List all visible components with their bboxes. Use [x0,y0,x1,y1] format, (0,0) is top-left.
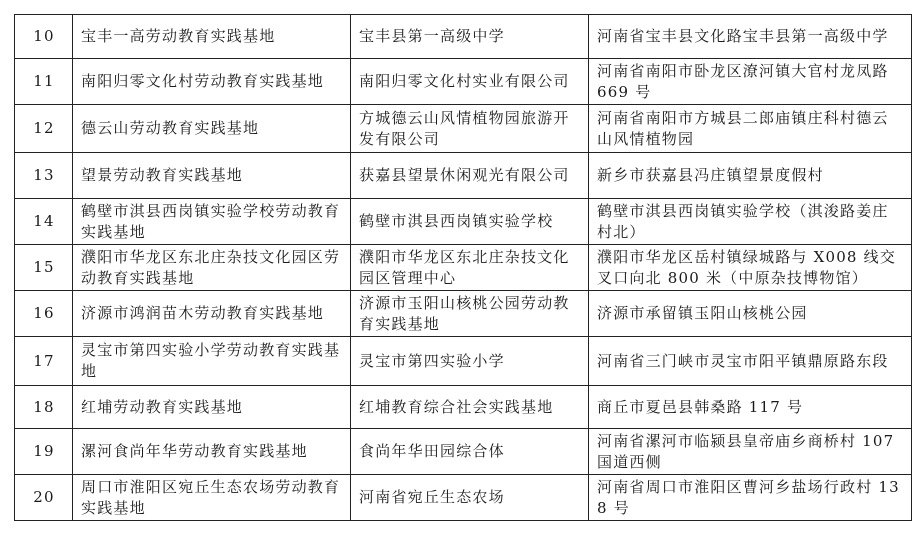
address: 河南省宝丰县文化路宝丰县第一高级中学 [589,15,912,59]
base-name: 望景劳动教育实践基地 [73,153,351,199]
host-organization: 鹤壁市淇县西岗镇实验学校 [351,199,589,245]
table-row [15,245,912,291]
host-organization: 宝丰县第一高级中学 [351,15,589,59]
row-number: 19 [15,429,73,475]
table-row [15,105,912,153]
row-number: 20 [15,475,73,521]
address: 新乡市获嘉县冯庄镇望景度假村 [589,153,912,199]
row-number: 14 [15,199,73,245]
base-name: 灵宝市第四实验小学劳动教育实践基地 [73,337,351,386]
address: 河南省三门峡市灵宝市阳平镇鼎原路东段 [589,337,912,386]
host-organization: 获嘉县望景休闲观光有限公司 [351,153,589,199]
base-name: 德云山劳动教育实践基地 [73,105,351,153]
table-row [15,153,912,199]
address: 鹤壁市淇县西岗镇实验学校（淇浚路姜庄村北） [589,199,912,245]
host-organization: 食尚年华田园综合体 [351,429,589,475]
address: 濮阳市华龙区岳村镇绿城路与 X008 线交叉口向北 800 米（中原杂技博物馆） [589,245,912,291]
address: 河南省南阳市卧龙区潦河镇大官村龙凤路 669 号 [589,59,912,105]
table-row [15,429,912,475]
base-list-table [14,14,912,521]
table-row [15,199,912,245]
table-row [15,291,912,337]
row-number: 17 [15,337,73,386]
host-organization: 红埔教育综合社会实践基地 [351,386,589,429]
base-name: 宝丰一高劳动教育实践基地 [73,15,351,59]
address: 商丘市夏邑县韩桑路 117 号 [589,386,912,429]
host-organization: 濮阳市华龙区东北庄杂技文化园区管理中心 [351,245,589,291]
base-name: 济源市鸿润苗木劳动教育实践基地 [73,291,351,337]
address: 河南省周口市淮阳区曹河乡盐场行政村 138 号 [589,475,912,521]
host-organization: 灵宝市第四实验小学 [351,337,589,386]
host-organization: 方城德云山风情植物园旅游开发有限公司 [351,105,589,153]
row-number: 15 [15,245,73,291]
base-name: 濮阳市华龙区东北庄杂技文化园区劳动教育实践基地 [73,245,351,291]
address: 河南省漯河市临颍县皇帝庙乡商桥村 107 国道西侧 [589,429,912,475]
row-number: 18 [15,386,73,429]
base-name: 鹤壁市淇县西岗镇实验学校劳动教育实践基地 [73,199,351,245]
row-number: 12 [15,105,73,153]
row-number: 11 [15,59,73,105]
table-row [15,15,912,59]
table-row [15,386,912,429]
host-organization: 南阳归零文化村实业有限公司 [351,59,589,105]
table-row [15,475,912,521]
host-organization: 河南省宛丘生态农场 [351,475,589,521]
host-organization: 济源市玉阳山核桃公园劳动教育实践基地 [351,291,589,337]
table-row [15,59,912,105]
base-name: 南阳归零文化村劳动教育实践基地 [73,59,351,105]
base-name: 红埔劳动教育实践基地 [73,386,351,429]
address: 济源市承留镇玉阳山核桃公园 [589,291,912,337]
address: 河南省南阳市方城县二郎庙镇庄科村德云山风情植物园 [589,105,912,153]
row-number: 10 [15,15,73,59]
base-name: 漯河食尚年华劳动教育实践基地 [73,429,351,475]
row-number: 16 [15,291,73,337]
table-row [15,337,912,386]
row-number: 13 [15,153,73,199]
table-body [15,15,912,521]
base-name: 周口市淮阳区宛丘生态农场劳动教育实践基地 [73,475,351,521]
